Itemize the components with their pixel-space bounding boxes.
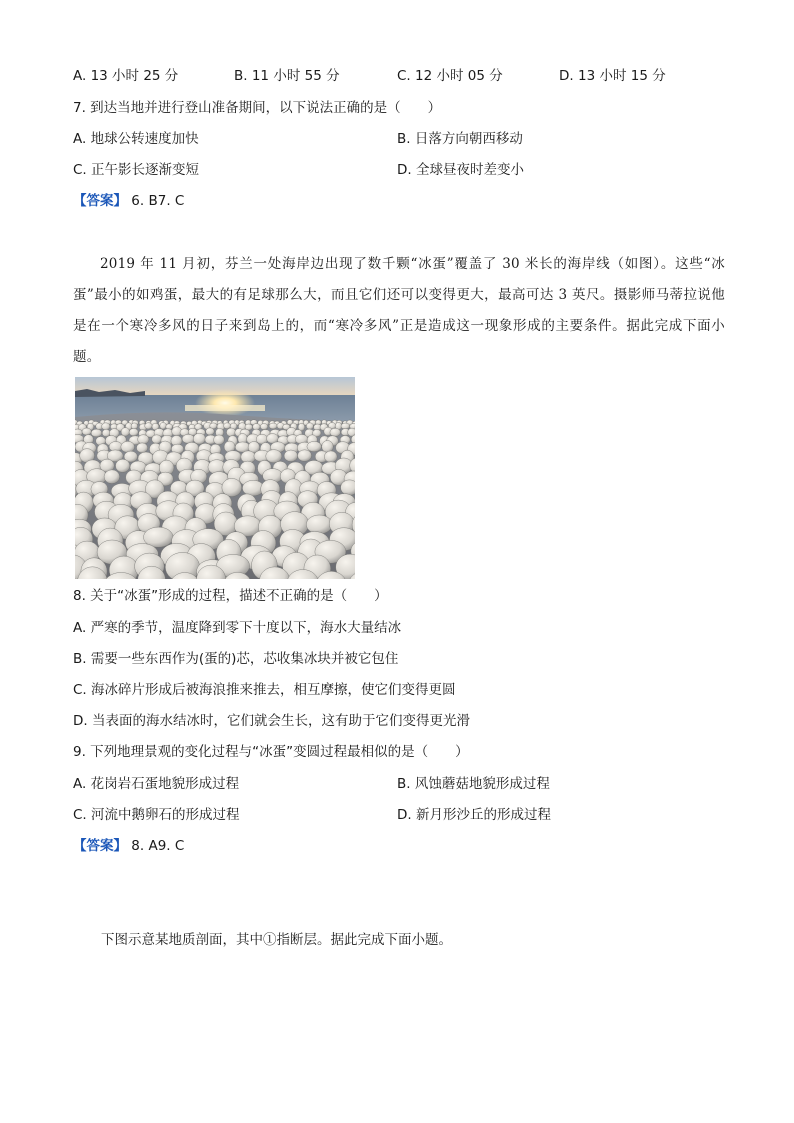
q9-option-d: D. 新月形沙丘的形成过程 <box>397 807 551 823</box>
q9-option-c: C. 河流中鹅卵石的形成过程 <box>73 807 240 823</box>
q6-option-d: D. 13 小时 15 分 <box>559 68 666 84</box>
q8-option-d: D. 当表面的海水结冰时，它们就会生长，这有助于它们变得更光滑 <box>73 713 470 729</box>
q8-stem: 8. 关于“冰蛋”形成的过程，描述不正确的是（ ） <box>73 588 388 604</box>
answer-value: 6. B7. C <box>131 193 185 209</box>
ice-eggs-photo <box>75 377 355 579</box>
passage-text: 2019 年 11 月初，芬兰一处海岸边出现了数千颗“冰蛋”覆盖了 30 米长的海岸线（如图）。这些“冰蛋”最小的如鸡蛋，最大的有足球那么大，而且它们还可以变得更大，最高可达 3 英尺。摄影师马蒂拉说他是在一个寒冷多风的日子来到岛上的，而“寒冷多风”正是造成这一现象形成的主要条件。据此完成下面小题。 <box>73 256 725 365</box>
answer-block-2 <box>73 837 184 855</box>
answer-tag: 【答案】 <box>73 193 127 209</box>
answer-tag: 【答案】 <box>73 838 127 854</box>
q7-stem: 7. 到达当地并进行登山准备期间，以下说法正确的是（ ） <box>73 100 442 116</box>
q6-option-b: B. 11 小时 55 分 <box>234 68 340 84</box>
q7-option-c: C. 正午影长逐渐变短 <box>73 162 200 178</box>
q9-option-a: A. 花岗岩石蛋地貌形成过程 <box>73 776 240 792</box>
q9-option-b: B. 风蚀蘑菇地貌形成过程 <box>397 776 550 792</box>
q8-option-b: B. 需要一些东西作为(蛋的)芯，芯收集冰块并被它包住 <box>73 651 399 667</box>
q8-option-c: C. 海冰碎片形成后被海浪推来推去，相互摩擦，使它们变得更圆 <box>73 682 456 698</box>
q7-option-b: B. 日落方向朝西移动 <box>397 131 523 147</box>
q6-option-c: C. 12 小时 05 分 <box>397 68 503 84</box>
q7-option-d: D. 全球昼夜时差变小 <box>397 162 524 178</box>
section-intro: 下图示意某地质剖面，其中①指断层。据此完成下面小题。 <box>101 932 452 948</box>
q9-stem: 9. 下列地理景观的变化过程与“冰蛋”变圆过程最相似的是（ ） <box>73 744 469 760</box>
q7-option-a: A. 地球公转速度加快 <box>73 131 199 147</box>
answer-value: 8. A9. C <box>131 838 185 854</box>
q6-option-a: A. 13 小时 25 分 <box>73 68 179 84</box>
answer-block-1 <box>73 192 184 210</box>
q8-option-a: A. 严寒的季节，温度降到零下十度以下，海水大量结冰 <box>73 620 402 636</box>
